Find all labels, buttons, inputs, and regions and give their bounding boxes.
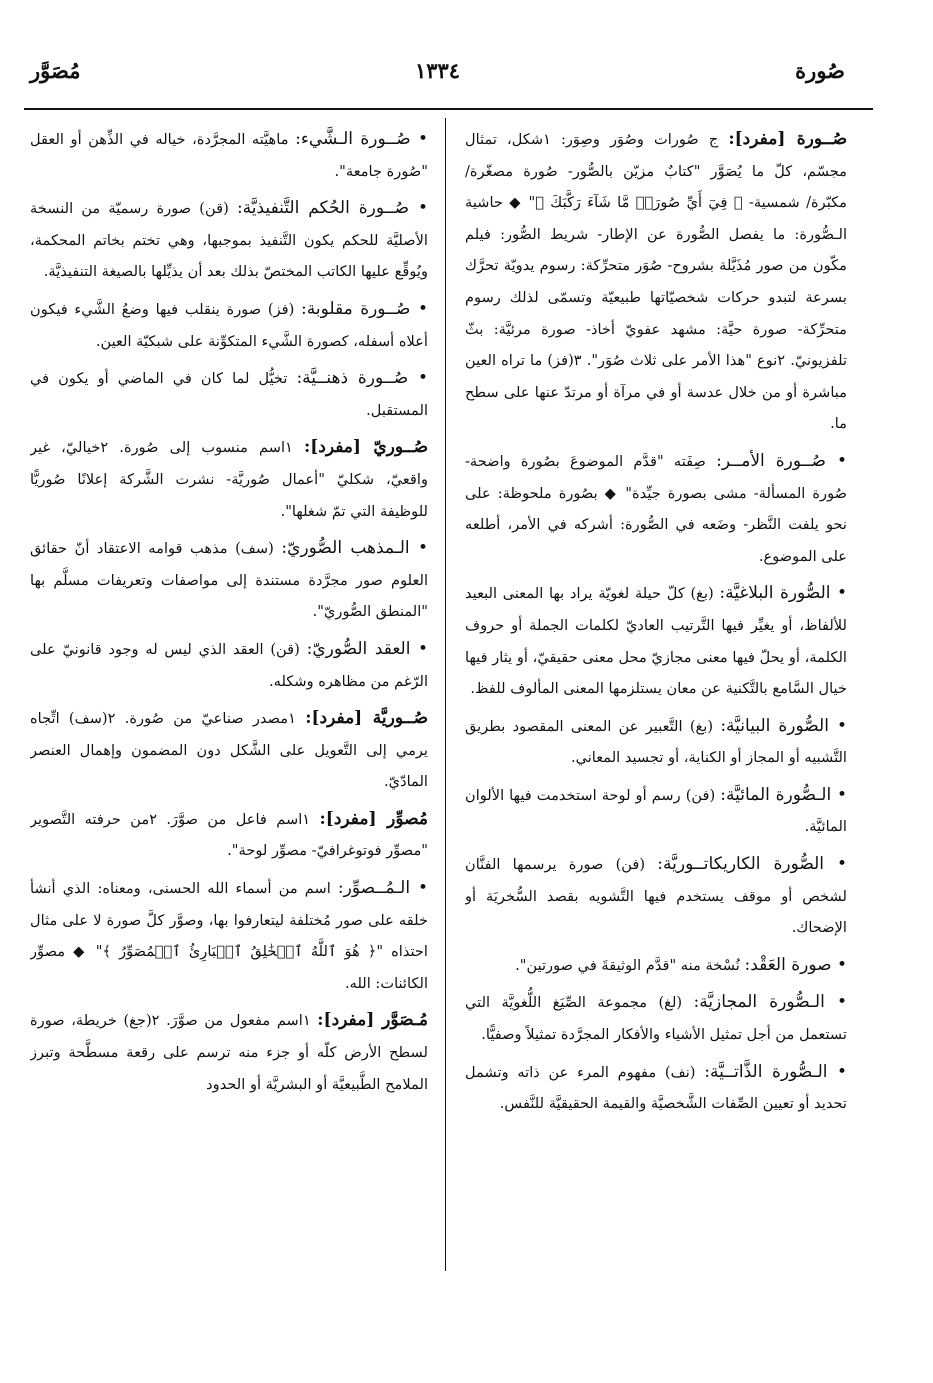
entry-headword: • الـصُّورة الذَّاتــيَّة:: [704, 1061, 847, 1082]
entry-definition: (قن) العقد الذي ليس له وجود قانونيّ على الرّغم من مظاهره وشكله.: [30, 640, 428, 690]
entry-definition: ١اسم مفعول من صوَّرَ. ٢(جغ) خريطة، صورة لسطح الأرض كلّه أو جزء منه ترسم على رقعة مسطَّحة وتبرز الملامح الطَّبيعيَّة أو البشريَّة أو الحدود: [30, 1012, 428, 1093]
entry-definition: نُسْخة منه "قدَّم الوثيقةَ في صورتين".: [515, 956, 740, 974]
dictionary-entry: [30, 363, 428, 426]
dictionary-entry: [30, 294, 428, 357]
header-start-word: صُورة: [795, 58, 845, 83]
dictionary-entry: [465, 124, 847, 440]
entry-headword: • صُــورة الـشَّيء:: [295, 129, 428, 149]
entry-definition: ١اسم منسوب إلى صُورة. ٢خياليّ، غير واقعيّ، شكليّ "أعمال صُوريَّة- نشرت الشَّركة إعلانًا صُوريًّا للوظيفة التي تمّ شغلها".: [30, 439, 428, 520]
dictionary-entry: [465, 578, 847, 704]
entry-definition: ١مصدر صناعيّ من صُورة. ٢(سف) اتِّجاه يرمي إلى التَّعويل على الشَّكل دون المضمون وإهمال العنصر المادّيّ.: [30, 710, 428, 791]
entry-definition: ماهيَّته المجرَّدة، خياله في الذِّهن أو العقل "صُورة جامعة".: [30, 131, 428, 180]
entry-headword: • الـمذهب الصُّوريّ:: [281, 538, 428, 559]
entry-headword: مُـصَوَّر [مفرد]:: [317, 1010, 428, 1031]
entry-headword: صُــوريّ [مفرد]:: [303, 437, 428, 458]
entry-headword: • صُــورة ذهنــيَّة:: [296, 368, 428, 389]
page-header: [30, 58, 845, 98]
dictionary-entry: [465, 950, 847, 982]
dictionary-entry: [30, 873, 428, 999]
dictionary-entry: [465, 780, 847, 843]
entry-definition: صِفَته "قدَّم الموضوعَ بصُورة واضحة- صُورة المسألة- مشى بصورة جيِّدة" ◆ بصُورة ملحوظة: على نحو يلفت النَّظر- وضَعه في الصُّورة: أشركه في الأمر، أطلعه على الموضوع.: [465, 452, 847, 565]
dictionary-entry: [30, 193, 428, 288]
dictionary-entry: [30, 703, 428, 798]
entry-definition: (بغ) التَّعبير عن المعنى المقصود بطريق التَّشبيه أو المجاز أو الكناية، أو تجسيد المعاني.: [465, 717, 847, 767]
entry-definition: ج صُورات وصُوَر وصِوَر: ١شكل، تمثال مجسّم، كلّ ما يُصَوَّر "كتابٌ مزيّن بالصُّور- صُورة مصغّرة/ مكبّرة/ شمسية- ﴿ فِيٓ أَيِّ صُورَةٖ مَّا شَآءَ رَكَّبَكَ ﴾" ◆ حاشية الـصُّورة: ما يفصل الصُّورة عن الإطار- شريط الصُّور: فيلم مكّون من صور مُذَيَّلة بشروح- صُوَر متحرِّكة: رسوم يدويّة تحرَّك بسرعة لتبدو حركات شخصيّاتها طبيعيّة وتسمّى لذلك رسوم متحرِّكة- صورة حيَّة: مشهد عفويّ أخاذ- صورة مرئيَّة: بثّ تلفزيونيّ. ٢نوع "هذا الأمر على ثلاث صُوَر". ٣(فز) ما تراه العين مباشرة أو من خلال عدسة أو في مرآة أو مرتدّ عنها على سطح ما.: [465, 131, 847, 433]
entry-definition: اسم من أسماء الله الحسنى، ومعناه: الذي أنشأ خلقه على صور مُختلفة ليتعارفوا بها، وصوَّر كلَّ صورة لا على مثال احتذاه "﴿ هُوَ ٱللَّهُ ٱلۡخَٰلِقُ ٱلۡبَارِئُ ٱلۡمُصَوِّرُ ﴾" ◆ مصوِّر الكائنات: الله.: [30, 880, 428, 992]
header-rule: [24, 108, 873, 110]
entry-headword: • صورة العَقْد:: [744, 954, 847, 975]
dictionary-entry: [465, 1057, 847, 1120]
dictionary-entry: [30, 533, 428, 628]
dictionary-entry: [30, 804, 428, 867]
entry-headword: • صُــورة مقلوبة:: [301, 298, 428, 319]
entry-headword: • الـصُّورة المائيَّة:: [720, 784, 847, 805]
left-column: [30, 124, 428, 1273]
entry-definition: (لغ) مجموعة الصِّيَغ اللُّغويَّة التي تستعمل من أجل تمثيل الأشياء والأفكار المجرَّدة تمثيلاً وصفيًّا.: [465, 994, 847, 1044]
entry-definition: تخيُّل لما كان في الماضي أو يكون في المستقبل.: [30, 370, 428, 419]
entry-definition: (فن) رسم أو لوحة استخدمت فيها الألوان المائيَّة.: [465, 786, 847, 836]
entry-headword: صُــورة [مفرد]:: [728, 129, 847, 149]
dictionary-entry: [465, 849, 847, 944]
dictionary-entry: [30, 432, 428, 527]
page-number: ١٣٣٤: [414, 58, 461, 83]
entry-headword: • الصُّورة البيانيَّة:: [720, 715, 847, 736]
entry-definition: (نف) مفهوم المرء عن ذاته وتشمل تحديد أو تعيين الصِّفات الشَّخصيَّة والقيمة الحقيقيَّة للنَّفس.: [465, 1063, 847, 1113]
entry-headword: • الـمُــصوِّر:: [337, 878, 428, 899]
entry-headword: • العقد الصُّوريّ:: [306, 638, 428, 659]
entry-definition: (قن) صورة رسميّة من النسخة الأصليَّة للحكم يكون التَّنفيذ بموجبها، وهي تختم بخاتم المحكمة، ويُوقِّع عليها الكاتب المختصّ بذلك بعد أن يذيِّلها بالصيغة التنفيذيَّة.: [30, 200, 428, 281]
entry-headword: • الـصُّورة المجازيَّة:: [693, 992, 847, 1013]
entry-headword: • صُــورة الحُكم التَّنفيذيَّة:: [236, 198, 428, 219]
header-end-word: مُصَوَّر: [30, 58, 81, 83]
entry-definition: (سف) مذهب قوامه الاعتقاد أنّ حقائق العلوم صور مجرَّدة مستندة إلى مواصفات وتعريفات مسلَّم بها "المنطق الصُّوريّ".: [30, 540, 428, 621]
entry-definition: (فن) صورة يرسمها الفنَّان لشخص أو موقف يستخدم فيها التَّشويه بقصد السُّخريَة أو الإضحاك.: [465, 856, 847, 937]
column-divider: [445, 118, 446, 1271]
dictionary-entry: [30, 124, 428, 187]
right-column: [465, 124, 847, 1273]
entry-headword: • الصُّورة البلاغيَّة:: [719, 583, 847, 604]
entry-definition: (بغ) كلّ حيلة لغويّة يراد بها المعنى البعيد للألفاظ، أو يغيِّر فيها التَّرتيب العاديّ لكلمات الجملة أو حروف الكلمة، أو يحلّ فيها معنى مجازيّ محل معنى حقيقيّ، أو يثار فيها خيال السَّامع بالتَّكنية عن معان يستلزمها المعنى المألوف للفظ.: [465, 585, 847, 698]
dictionary-entry: [30, 1005, 428, 1100]
dictionary-entry: [465, 446, 847, 572]
entry-headword: • الصُّورة الكاريكاتــوريَّة:: [657, 854, 847, 875]
entry-headword: صُــوريَّة [مفرد]:: [305, 708, 428, 729]
entry-headword: مُصوِّر [مفرد]:: [319, 808, 428, 829]
dictionary-entry: [465, 711, 847, 774]
entry-definition: (فز) صورة ينقلب فيها وضعُ الشَّيء فيكون أعلاه أسفله، كصورة الشَّيء المتكوِّنة على شبكيّة العين.: [30, 300, 428, 350]
dictionary-entry: [465, 987, 847, 1050]
entry-definition: ١اسم فاعل من صوَّرَ. ٢من حرفته التَّصوير "مصوِّر فوتوغرافيّ- مصوِّر لوحة".: [30, 810, 428, 860]
dictionary-entry: [30, 634, 428, 697]
entry-headword: • صُــورة الأمــر:: [716, 450, 847, 471]
